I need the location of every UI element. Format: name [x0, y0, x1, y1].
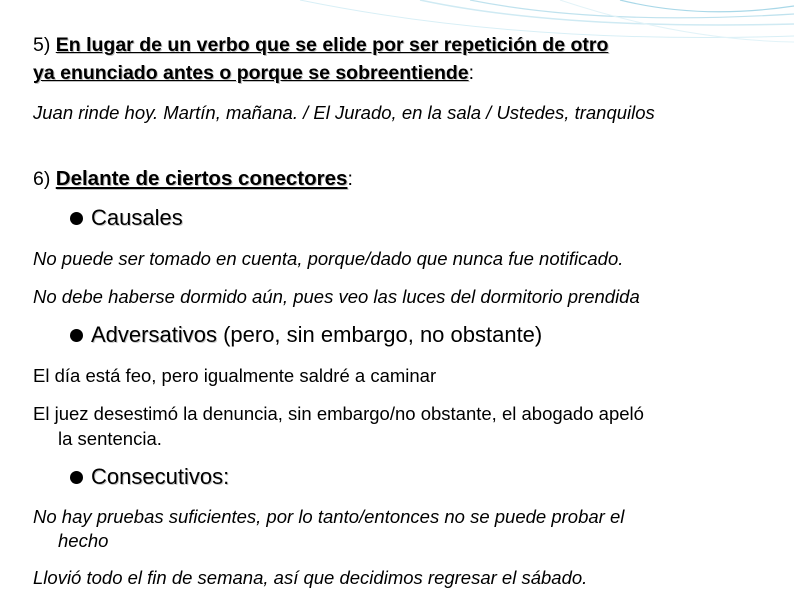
- consecutivos-label: Consecutivos:: [91, 464, 230, 489]
- causales-example-1: No puede ser tomado en cuenta, porque/dado que nunca fue notificado.: [33, 248, 624, 269]
- consecutivos-example-1-line1: No hay pruebas suficientes, por lo tanto/entonces no se puede probar el: [33, 506, 625, 527]
- bullet-dot-icon: [70, 212, 83, 225]
- point5-heading-line2: [33, 62, 474, 85]
- point5-colon: :: [468, 62, 475, 84]
- bullet-adversativos: [70, 322, 542, 348]
- causales-example-2: No debe haberse dormido aún, pues veo las luces del dormitorio prendida: [33, 286, 640, 307]
- point6-heading: [33, 167, 353, 191]
- adversativos-example-2-line2: la sentencia.: [58, 428, 162, 449]
- point5-heading-text-1: En lugar de un verbo que se elide por ser repetición de otro: [55, 34, 609, 56]
- point5-number: 5): [33, 34, 51, 56]
- adversativos-detail: (pero, sin embargo, no obstante): [216, 322, 543, 347]
- point5-heading-text-2: ya enunciado antes o porque se sobreentiende: [33, 62, 469, 84]
- bullet-dot-icon: [70, 329, 83, 342]
- consecutivos-example-2: Llovió todo el fin de semana, así que decidimos regresar el sábado.: [33, 567, 588, 588]
- adversativos-label: Adversativos: [91, 322, 217, 347]
- causales-label: Causales: [91, 205, 183, 230]
- point5-heading-line1: [33, 34, 608, 57]
- point6-colon: :: [347, 168, 353, 190]
- bullet-dot-icon: [70, 471, 83, 484]
- adversativos-example-1: El día está feo, pero igualmente saldré a caminar: [33, 365, 437, 386]
- consecutivos-example-1-line2: hecho: [58, 530, 109, 551]
- adversativos-example-2-line1: El juez desestimó la denuncia, sin embargo/no obstante, el abogado apeló: [33, 403, 644, 424]
- bullet-causales: [70, 205, 183, 231]
- point5-example: Juan rinde hoy. Martín, mañana. / El Jurado, en la sala / Ustedes, tranquilos: [33, 102, 655, 123]
- point6-heading-text: Delante de ciertos conectores: [55, 167, 348, 190]
- bullet-consecutivos: [70, 464, 229, 490]
- point6-number: 6): [33, 168, 51, 190]
